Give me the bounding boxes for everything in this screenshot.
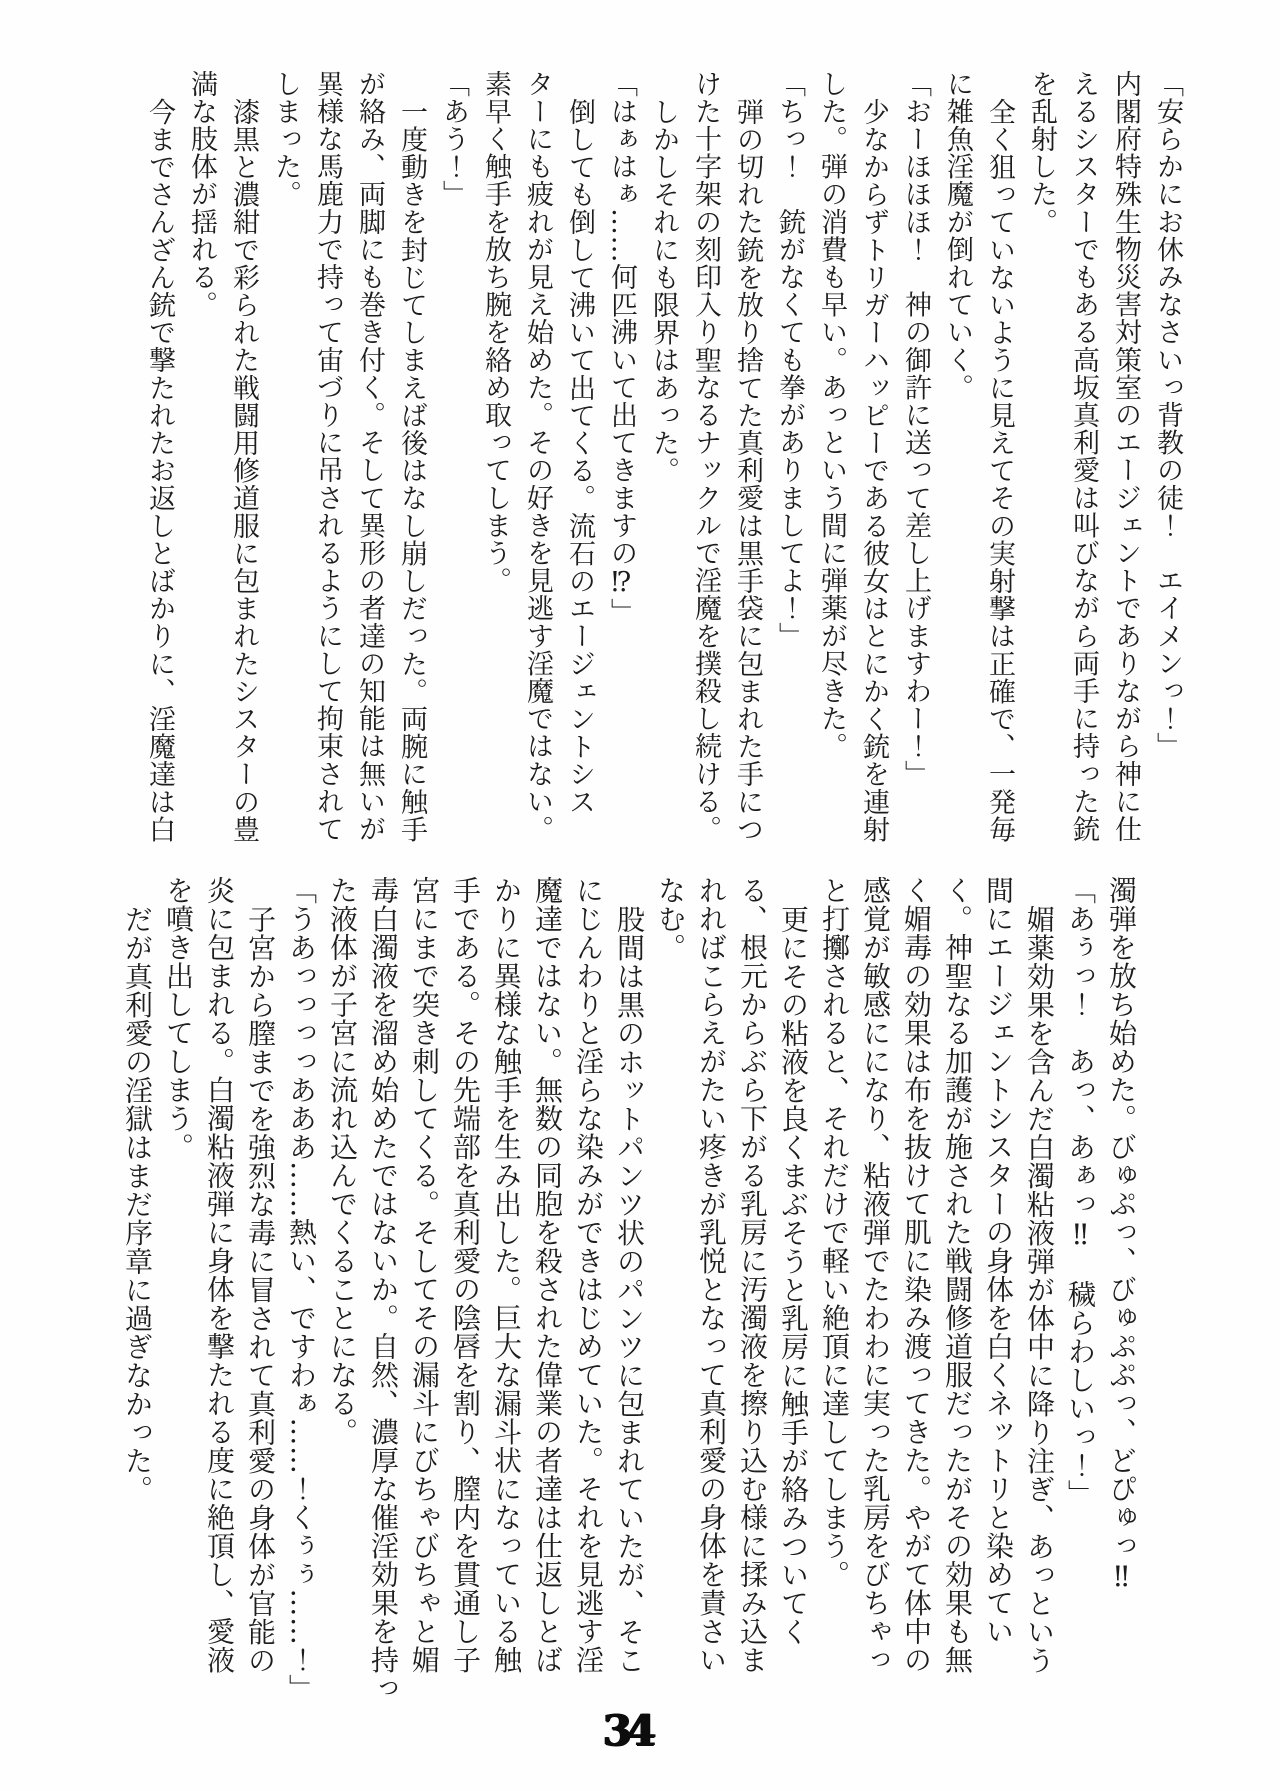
text-column: だが真利愛の淫獄はまだ序章に過ぎなかった。 [121, 905, 154, 1504]
text-column: を乱射した。 [1026, 70, 1057, 236]
text-column: と打擲されると、それだけで軽い絶頂に達してしまう。 [818, 876, 851, 1589]
text-column: 「ちっ！ 銃がなくても拳がありましてよ！」 [774, 70, 805, 650]
text-column: にじんわりと淫らな染みができはじめていた。それを見逃す淫 [572, 876, 605, 1674]
text-column: しまった。 [270, 70, 301, 208]
text-column: 「うあっっっっあああ……熱い、ですわぁ……！くぅぅ……！」 [285, 876, 318, 1703]
text-column: に雑魚淫魔が倒れていく。 [942, 70, 973, 402]
text-column: 一度動きを封じてしまえば後はなし崩しだった。両腕に触手 [396, 98, 427, 844]
text-column: た液体が子宮に流れ込んでくることになる。 [326, 876, 359, 1446]
text-column: 更にその粘液を良くまぶそうと乳房に触手が絡みついてく [777, 905, 810, 1646]
text-column: 素早く触手を放ち腕を絡め取ってしまう。 [480, 70, 511, 595]
text-column: 媚薬効果を含んだ白濁粘液弾が体中に降り注ぎ、あっという [1023, 905, 1056, 1675]
bottom-text-block [117, 876, 1142, 1716]
text-column: かりに異様な触手を生み出した。巨大な漏斗状になっている触 [490, 876, 523, 1674]
text-column: 「安らかにお休みなさいっ背教の徒！ エイメンっ！」 [1152, 70, 1183, 760]
text-column: 炎に包まれる。白濁粘液弾に身体を撃たれる度に絶頂し、愛液 [203, 876, 236, 1674]
text-column: 満な肢体が揺れる。 [186, 70, 217, 319]
text-column: 倒しても倒して沸いて出てくる。流石のエージェントシス [564, 98, 595, 816]
text-column: く。神聖なる加護が施された戦闘修道服だったがその効果も無 [941, 876, 974, 1674]
text-column: 「はぁはぁ……何匹沸いて出てきますの⁉」 [606, 70, 637, 626]
text-column: 漆黒と濃紺で彩られた戦闘用修道服に包まれたシスターの豊 [228, 98, 259, 844]
text-column: れればこらえがたい疼きが乳悦となって真利愛の身体を責さい [695, 876, 728, 1674]
text-column: 全く狙っていないように見えてその実射撃は正確で、一発毎 [984, 98, 1015, 844]
text-column: 今までさんざん銃で撃たれたお返しとばかりに、淫魔達は白 [144, 98, 175, 844]
text-column: く媚毒の効果は布を抜けて肌に染み渡ってきた。やがて体中の [900, 876, 933, 1674]
text-column: 手である。その先端部を真利愛の陰唇を割り、膣内を貫通し子 [449, 876, 482, 1674]
text-column: 「おーほほほ！ 神の御許に送って差し上げますわー！」 [900, 70, 931, 788]
text-column: 毒白濁液を溜め始めたではないか。自然、濃厚な催淫効果を持っ [367, 876, 400, 1703]
text-column: 子宮から膣までを強烈な毒に冒されて真利愛の身体が官能の [244, 905, 277, 1675]
text-column: 「あぅっ！ あっ、あぁっ‼ 穢らわしいっ！」 [1064, 876, 1097, 1508]
text-column: ターにも疲れが見え始めた。その好きを見逃す淫魔ではない。 [522, 70, 553, 843]
text-column: した。弾の消費も早い。あっという間に弾薬が尽きた。 [816, 70, 847, 760]
text-column: 「あう！」 [438, 70, 469, 208]
text-column: 内閣府特殊生物災害対策室のエージェントでありながら神に仕 [1110, 70, 1141, 843]
text-column: なむ。 [654, 876, 687, 962]
text-column: を噴き出してしまう。 [162, 876, 195, 1161]
text-column: 異様な馬鹿力で持って宙づりに吊されるようにして拘束されて [312, 70, 343, 843]
text-column: 魔達ではない。無数の同胞を殺された偉業の者達は仕返しとば [531, 876, 564, 1674]
text-column: る、根元からぶら下がる乳房に汚濁液を擦り込む様に揉み込ま [736, 876, 769, 1674]
text-column: しかしそれにも限界はあった。 [648, 98, 679, 485]
top-text-block [138, 70, 1188, 870]
text-column: 股間は黒のホットパンツ状のパンツに包まれていたが、そこ [613, 905, 646, 1675]
text-column: 少なからずトリガーハッピーである彼女はとにかく銃を連射 [858, 98, 889, 844]
text-column: けた十字架の刻印入り聖なるナックルで淫魔を撲殺し続ける。 [690, 70, 721, 843]
text-column: 感覚が敏感にになり、粘液弾でたわわに実った乳房をびちゃっ [859, 876, 892, 1674]
text-column: が絡み、両脚にも巻き付く。そして異形の者達の知能は無いが [354, 70, 385, 843]
text-column: 弾の切れた銃を放り捨てた真利愛は黒手袋に包まれた手につ [732, 98, 763, 844]
text-column: えるシスターでもある高坂真利愛は叫びながら両手に持った銃 [1068, 70, 1099, 843]
page-number: 34 [602, 1706, 652, 1755]
text-column: 濁弾を放ち始めた。びゅぷっ、びゅぷぷっ、どぴゅっ‼ [1105, 876, 1138, 1594]
text-column: 間にエージェントシスターの身体を白くネットリと染めてい [982, 876, 1015, 1646]
text-column: 宮にまで突き刺してくる。そしてその漏斗にびちゃびちゃと媚 [408, 876, 441, 1674]
